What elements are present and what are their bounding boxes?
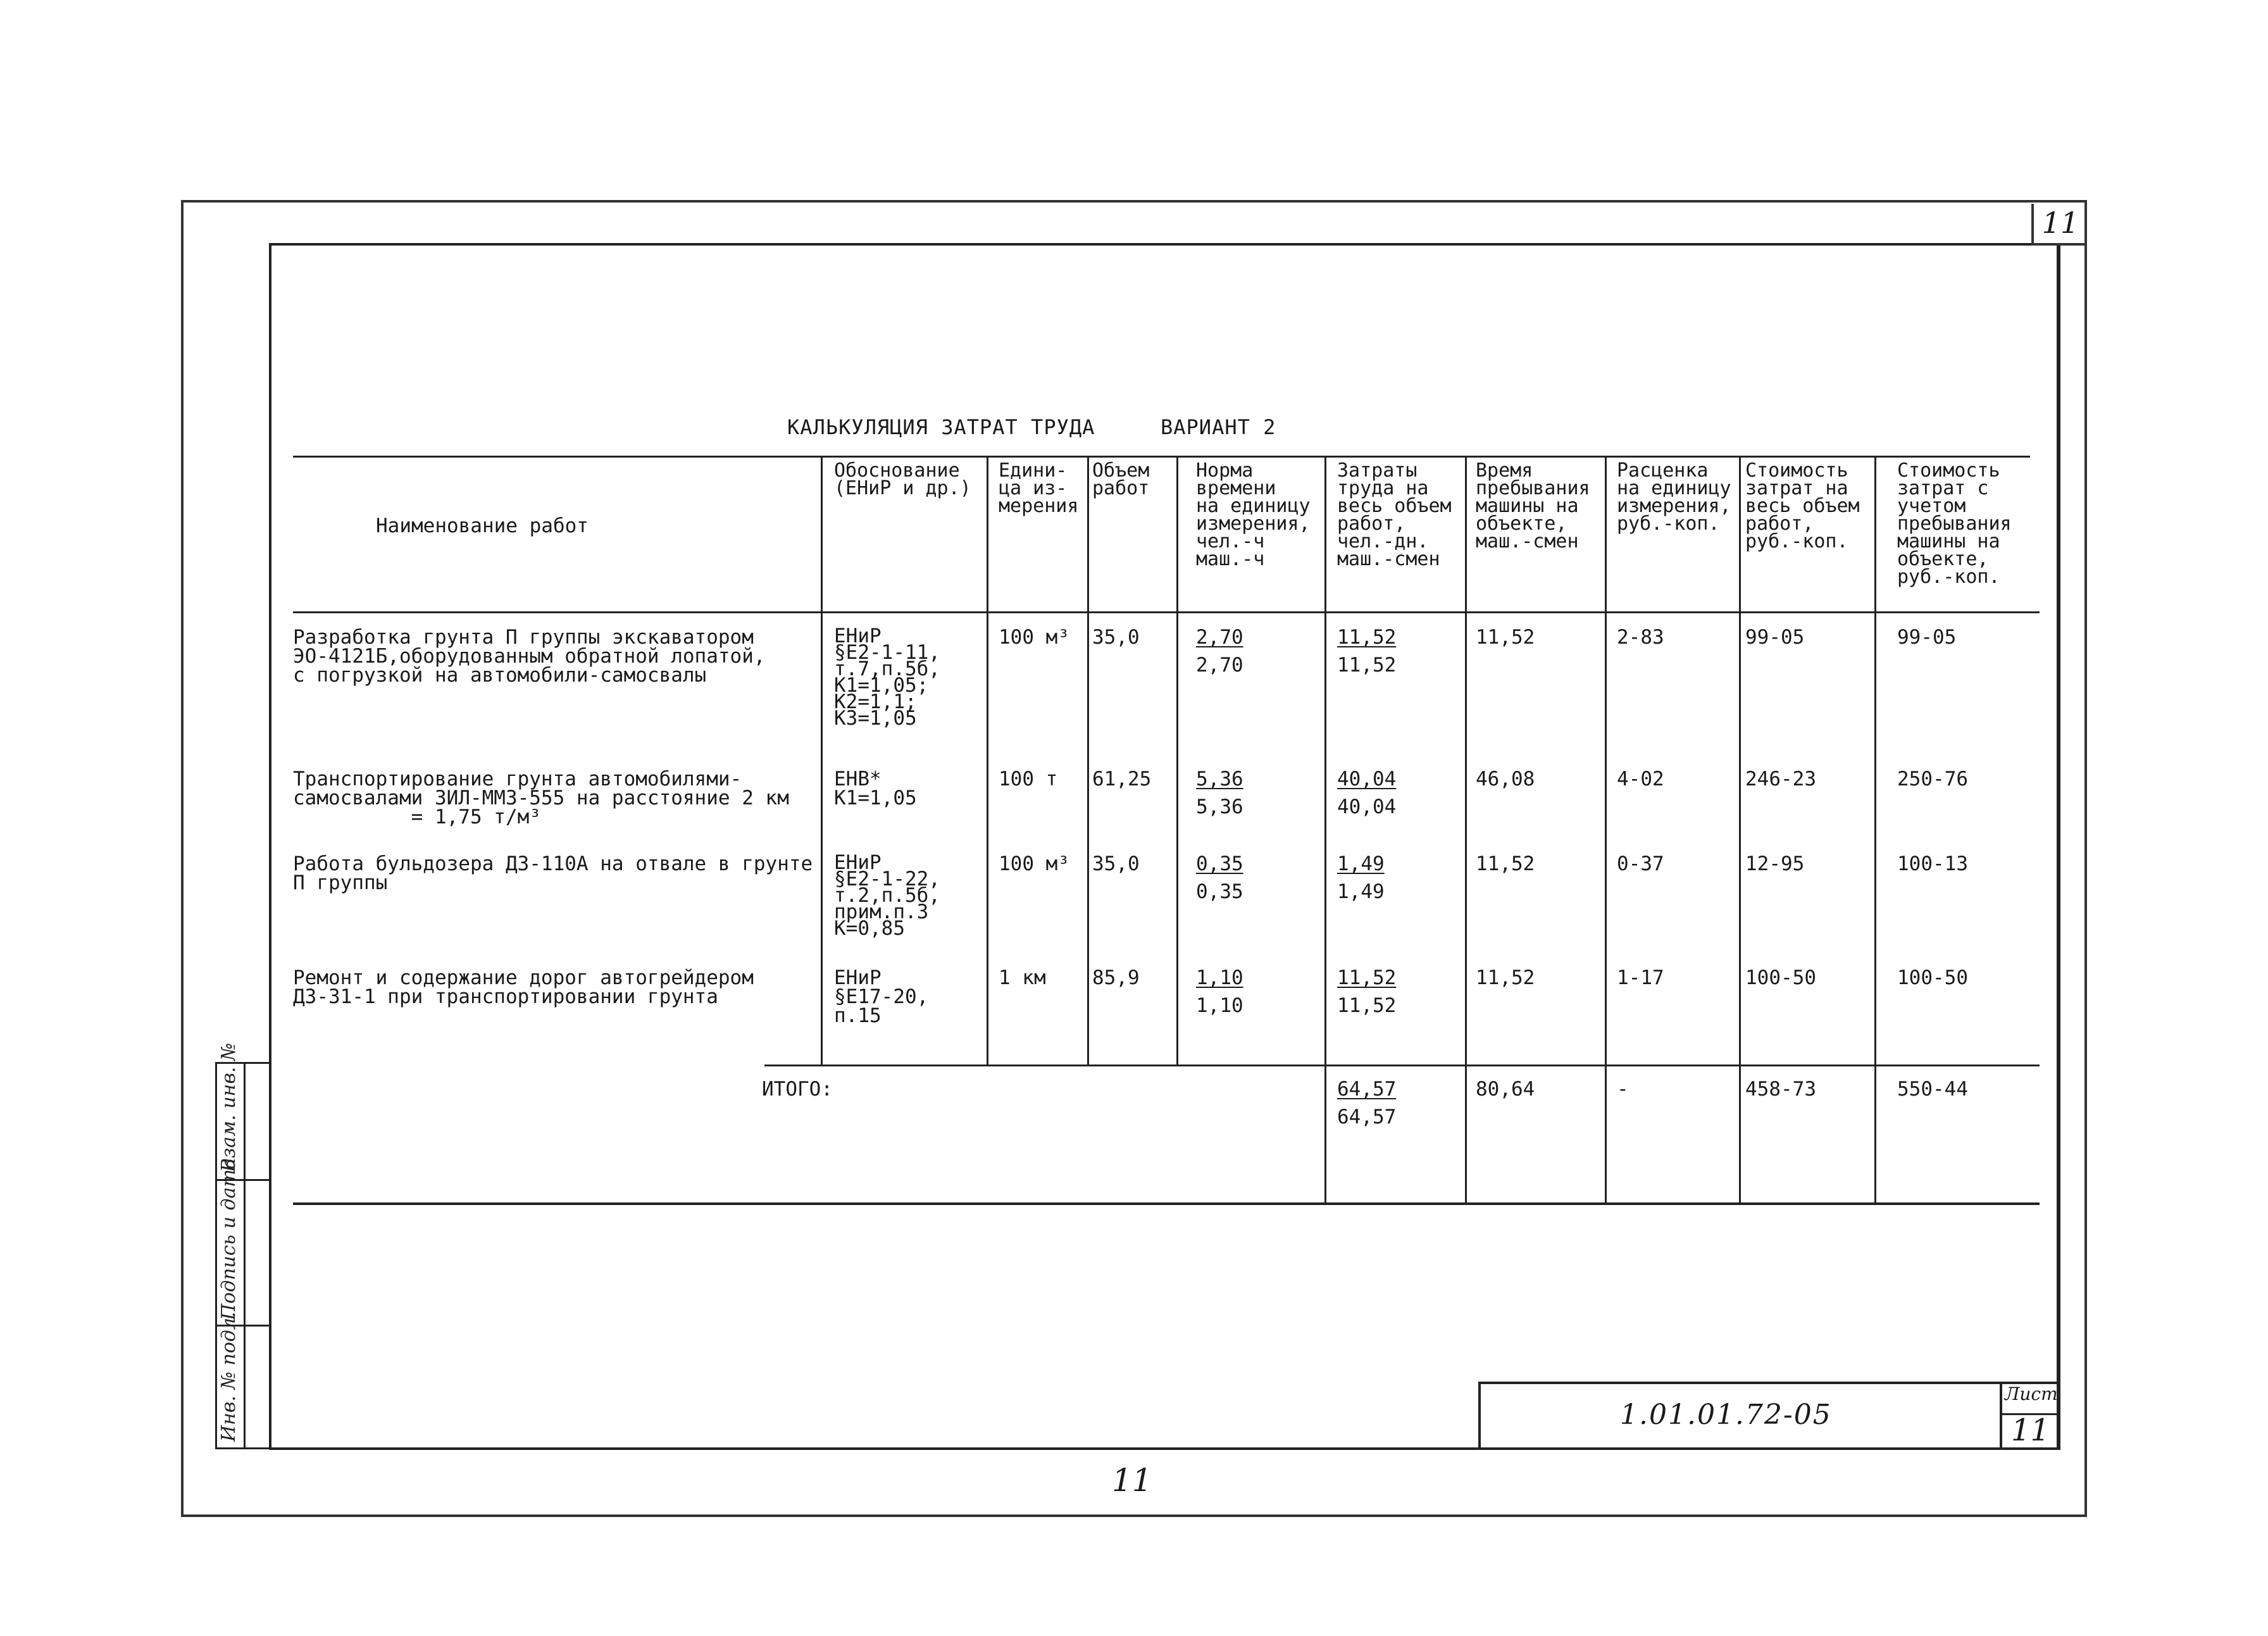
table-header-rule [293, 611, 2040, 613]
col-sep-cost-total [1874, 456, 1876, 1204]
col-sep-rate [1605, 456, 1607, 1204]
total-rate: - [1617, 1078, 1629, 1101]
row3-norm-top: 0,35 [1196, 852, 1243, 875]
row3-norm-bottom: 0,35 [1196, 880, 1243, 903]
row4-labor-top: 11,52 [1337, 966, 1397, 989]
document-variant: ВАРИАНТ 2 [1161, 415, 1276, 439]
row3-volume: 35,0 [1092, 852, 1140, 875]
row4-machine-time: 11,52 [1476, 966, 1535, 989]
row3-unit: 100 м³ [999, 852, 1069, 875]
row1-labor-top: 11,52 [1337, 626, 1397, 649]
header-machine-time: Время пребывания машины на объекте, маш.-смен [1476, 459, 1590, 553]
row2-machine-time: 46,08 [1476, 768, 1535, 790]
row1-rate: 2-83 [1617, 626, 1664, 649]
row1-cost: 99-05 [1745, 626, 1805, 649]
row4-cost-total: 100-50 [1897, 966, 1968, 989]
row3-cost: 12-95 [1745, 852, 1805, 875]
row2-basis: ЕНВ* К1=1,05 [834, 768, 917, 809]
row4-labor-bottom: 11,52 [1337, 994, 1397, 1017]
row1-unit: 100 м³ [999, 626, 1069, 649]
total-labor-bottom: 64,57 [1337, 1106, 1397, 1128]
header-labor: Затраты труда на весь объем работ, чел.-дн. маш.-смен [1337, 459, 1452, 570]
header-basis: Обоснование (ЕНиР и др.) [834, 459, 971, 499]
row2-cost-total: 250-76 [1897, 768, 1968, 790]
col-sep-norm [1176, 456, 1178, 1065]
row4-norm-top: 1,10 [1196, 966, 1243, 989]
row1-basis: ЕНиР §Е2-1-11, т.7,п.5б, К1=1,05; К2=1,1; К3=1,05 [834, 625, 940, 730]
corner-sheet-number: 11 [2031, 204, 2087, 246]
row2-unit: 100 т [999, 768, 1058, 790]
col-sep-labor [1324, 456, 1326, 1204]
total-cost-total: 550-44 [1897, 1078, 1968, 1101]
col-sep-machine [1465, 456, 1467, 1204]
row1-volume: 35,0 [1092, 626, 1140, 649]
row2-name: Транспортирование грунта автомобилями- самосвалами ЗИЛ-ММЗ-555 на расстояние 2 км = 1,75 т/м³ [293, 768, 789, 828]
header-volume: Объем работ [1092, 459, 1150, 499]
col-sep-basis [821, 456, 823, 1065]
row4-norm-bottom: 1,10 [1196, 994, 1243, 1017]
row4-rate: 1-17 [1617, 966, 1664, 989]
row4-volume: 85,9 [1092, 966, 1140, 989]
row4-name: Ремонт и содержание дорог автогрейдером ДЗ-31-1 при транспортировании грунта [293, 966, 754, 1008]
row3-machine-time: 11,52 [1476, 852, 1535, 875]
total-labor-top: 64,57 [1337, 1078, 1397, 1101]
sidebar-podpis-data: Подпись и дата [218, 1158, 240, 1320]
row1-norm-bottom: 2,70 [1196, 654, 1243, 677]
row3-cost-total: 100-13 [1897, 852, 1968, 875]
row2-labor-bottom: 40,04 [1337, 796, 1397, 818]
row1-machine-time: 11,52 [1476, 626, 1535, 649]
row2-norm-bottom: 5,36 [1196, 796, 1243, 818]
header-cost-total: Стоимость затрат с учетом пребывания машины на объекте, руб.-коп. [1897, 459, 2012, 588]
col-sep-unit [987, 456, 988, 1065]
row4-cost: 100-50 [1745, 966, 1816, 989]
table-total-rule [764, 1065, 2040, 1066]
row1-cost-total: 99-05 [1897, 626, 1957, 649]
sidebar-inv-podl: Инв. № подл. [218, 1311, 240, 1442]
row3-labor-bottom: 1,49 [1337, 880, 1385, 903]
row2-volume: 61,25 [1092, 768, 1152, 790]
row1-name: Разработка грунта П группы экскаватором ЭО-4121Б,оборудованным обратной лопатой, с погрузкой на автомобили-самосвалы [293, 626, 766, 687]
sheet-label: Лист [2005, 1383, 2058, 1404]
header-name: Наименование работ [376, 515, 589, 537]
row3-basis: ЕНиР §Е2-1-22, т.2,п.5б, прим.п.3 К=0,85 [834, 851, 940, 940]
row3-rate: 0-37 [1617, 852, 1664, 875]
total-label: ИТОГО: [762, 1078, 833, 1101]
table-bottom-rule [293, 1202, 2040, 1205]
total-machine-time: 80,64 [1476, 1078, 1535, 1101]
row1-norm-top: 2,70 [1196, 626, 1243, 649]
row3-labor-top: 1,49 [1337, 852, 1385, 875]
row2-cost: 246-23 [1745, 768, 1816, 790]
document-title: КАЛЬКУЛЯЦИЯ ЗАТРАТ ТРУДА [787, 415, 1095, 439]
header-rate: Расценка на единицу измерения, руб.-коп. [1617, 459, 1731, 535]
col-sep-volume [1087, 456, 1089, 1065]
page-number: 11 [1112, 1462, 1152, 1499]
row4-unit: 1 км [999, 966, 1046, 989]
header-cost: Стоимость затрат на весь объем работ, руб.-коп. [1745, 459, 1860, 553]
row2-rate: 4-02 [1617, 768, 1664, 790]
row2-norm-top: 5,36 [1196, 768, 1243, 790]
col-sep-cost [1739, 456, 1741, 1204]
sheet-number: 11 [2011, 1413, 2050, 1448]
header-norm: Норма времени на единицу измерения, чел.-ч маш.-ч [1196, 459, 1311, 570]
total-cost: 458-73 [1745, 1078, 1816, 1101]
document-code: 1.01.01.72-05 [1620, 1399, 1832, 1431]
row2-labor-top: 40,04 [1337, 768, 1397, 790]
row3-name: Работа бульдозера ДЗ-110А на отвале в грунте П группы [293, 852, 813, 894]
header-unit: Едини- ца из- мерения [999, 459, 1079, 517]
row4-basis: ЕНиР §Е17-20, п.15 [834, 966, 929, 1027]
row1-labor-bottom: 11,52 [1337, 654, 1397, 677]
table-top-rule [293, 456, 2030, 458]
sidebar-vzam-inv: Взам. инв. № [218, 1042, 240, 1172]
